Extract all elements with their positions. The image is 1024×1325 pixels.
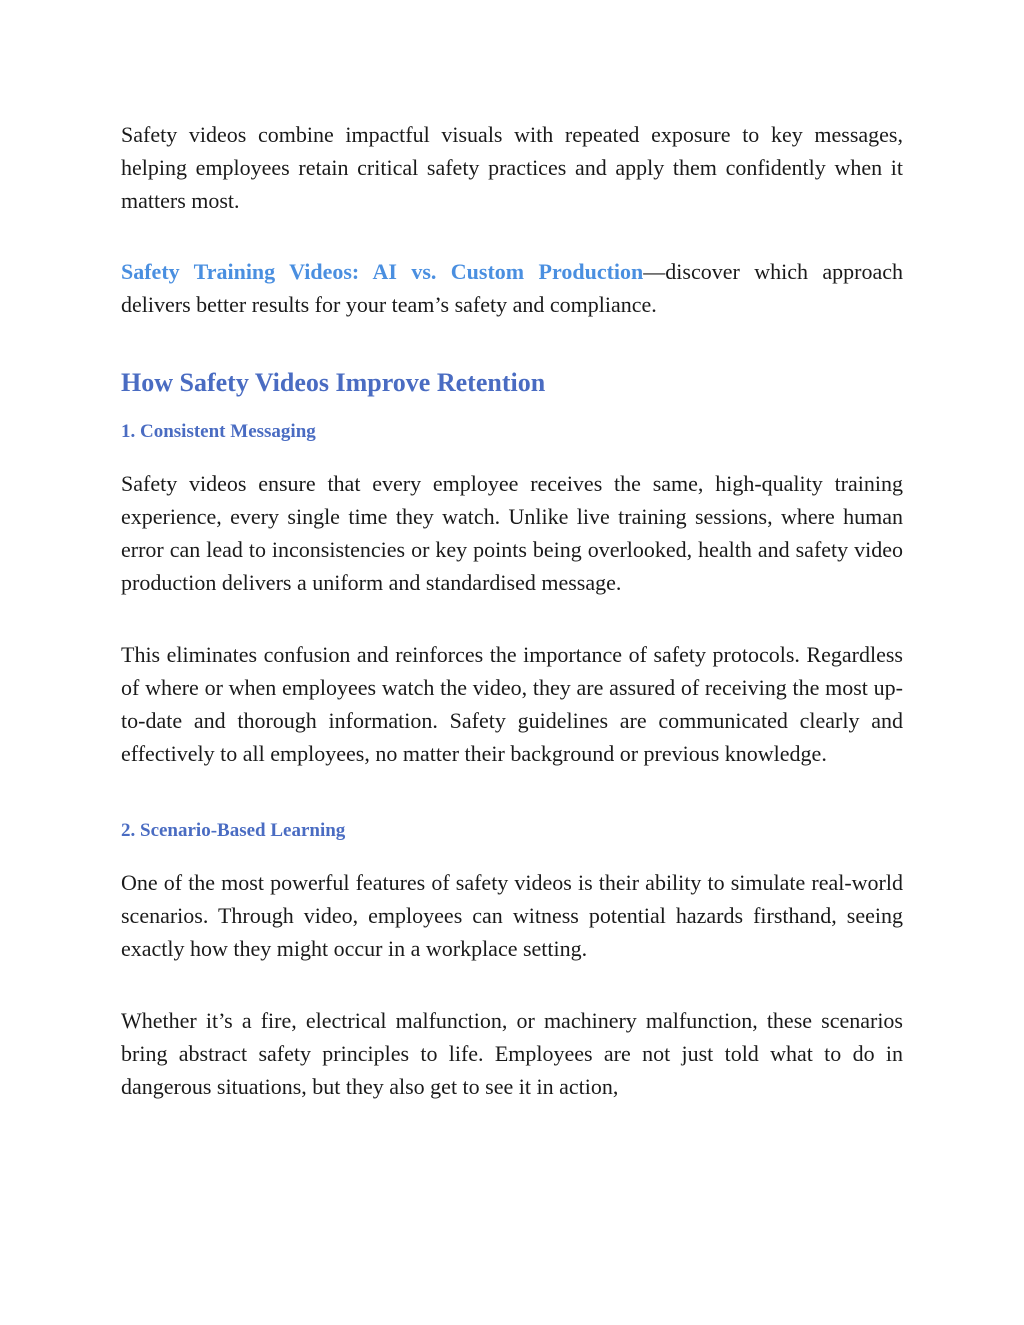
promo-rest-text: —discover which approach delivers better results for your team’s safety and compliance. <box>121 259 904 317</box>
section-heading: How Safety Videos Improve Retention <box>121 368 546 397</box>
body-paragraph: Whether it’s a fire, electrical malfunction, or machinery malfunction, these scenarios bring abstract safety principles to life. Employees are not just told what to do in dangerous situations, but they also get to see it in action, <box>121 1008 903 1099</box>
subsection-title-scenario-based-learning: 2. Scenario-Based Learning <box>121 820 346 841</box>
body-paragraph: This eliminates confusion and reinforces the importance of safety protocols. Regardless of where or when employees watch the video, they are assured of receiving the most up-to-date and thorough information. Safety guidelines are communicated clearly and effectively to all employees, no matter their background or previous knowledge. <box>121 642 903 766</box>
document-page <box>121 118 903 1103</box>
body-paragraph: Safety videos ensure that every employee receives the same, high-quality training experience, every single time they watch. Unlike live training sessions, where human error can lead to inconsistencies or key points being overlooked, health and safety video production delivers a uniform and standardised message. <box>121 471 903 595</box>
body-paragraph: One of the most powerful features of safety videos is their ability to simulate real-world scenarios. Through video, employees can witness potential hazards firsthand, seeing exactly how they might occur in a workplace setting. <box>121 870 903 961</box>
subsection-title-consistent-messaging: 1. Consistent Messaging <box>121 421 316 442</box>
intro-paragraph: Safety videos combine impactful visuals with repeated exposure to key messages, helping employees retain critical safety practices and apply them confidently when it matters most. <box>121 122 903 213</box>
promo-paragraph <box>121 255 903 321</box>
article-link[interactable]: Safety Training Videos: AI vs. Custom Production <box>121 259 644 284</box>
